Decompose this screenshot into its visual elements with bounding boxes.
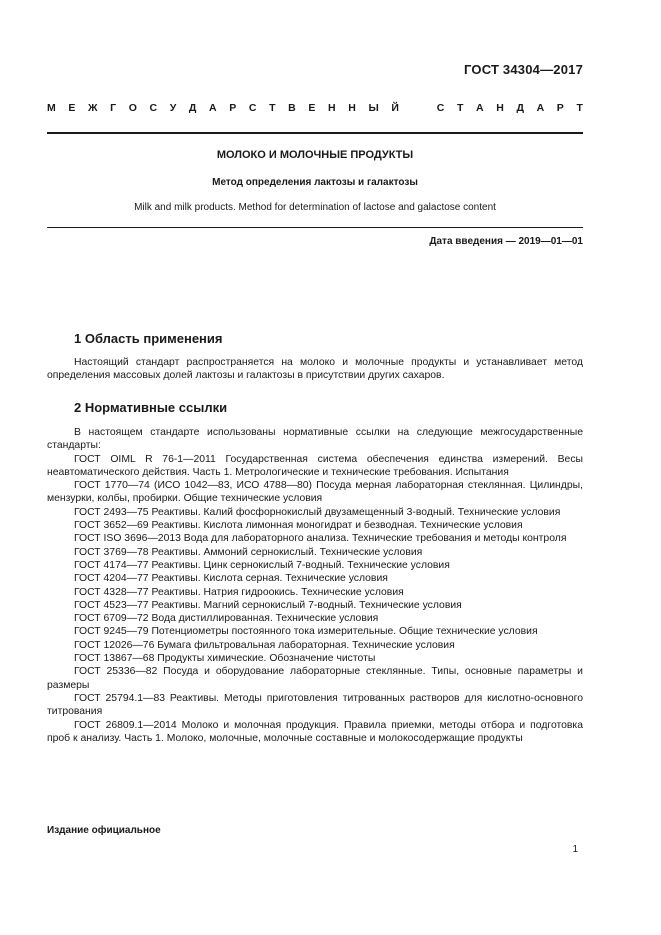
page-number: 1 <box>572 844 578 855</box>
heading-letter: Ж <box>88 102 98 114</box>
heading-letter: Р <box>556 102 564 114</box>
heading-letter: Д <box>516 102 524 114</box>
heading-letter: Т <box>456 102 464 114</box>
heading-letter: А <box>476 102 484 114</box>
title-divider <box>47 227 583 228</box>
heading-letter: Т <box>576 102 583 114</box>
reference-item: ГОСТ 4204—77 Реактивы. Кислота серная. Технические условия <box>74 573 388 585</box>
heading-letter: Н <box>348 102 356 114</box>
heading-letter: Н <box>328 102 336 114</box>
section-1-paragraph: Настоящий стандарт распространяется на молоко и молочные продукты и устанавливает метод определения массовых долей лактозы и галактозы в присутствии других сахаров. <box>47 357 583 382</box>
reference-item: ГОСТ 12026—76 Бумага фильтровальная лабораторная. Технические условия <box>74 639 455 651</box>
heading-letter: Е <box>308 102 316 114</box>
section-1-heading: 1 Область применения <box>74 331 223 346</box>
header-divider <box>47 132 583 134</box>
heading-letter: Т <box>269 102 276 114</box>
heading-letter: Р <box>229 102 237 114</box>
reference-item: ГОСТ 3652—69 Реактивы. Кислота лимонная моногидрат и безводная. Технические условия <box>74 520 523 532</box>
reference-item: ГОСТ 4523—77 Реактивы. Магний сернокислый 7-водный. Технические условия <box>74 599 462 611</box>
heading-letter: М <box>47 102 56 114</box>
heading-letter: Д <box>188 102 197 114</box>
official-edition-label: Издание официальное <box>47 825 161 836</box>
reference-item: ГОСТ ISO 3696—2013 Вода для лабораторного анализа. Технические требования и методы контроля <box>74 533 567 545</box>
document-title: МОЛОКО И МОЛОЧНЫЕ ПРОДУКТЫ <box>216 149 414 161</box>
references-intro: В настоящем стандарте использованы нормативные ссылки на следующие межгосударственные стандарты: <box>47 427 583 452</box>
section-1-body <box>47 356 583 383</box>
heading-letter: Ы <box>368 102 379 114</box>
reference-item: ГОСТ 2493—75 Реактивы. Калий фосфорнокислый двузамещенный 3-водный. Технические условия <box>74 506 561 518</box>
english-title: Milk and milk products. Method for determination of lactose and galactose content <box>134 202 496 213</box>
section-2-heading: 2 Нормативные ссылки <box>74 400 228 415</box>
interstate-standard-heading <box>47 102 583 114</box>
reference-item: ГОСТ OIML R 76-1—2011 Государственная система обеспечения единства измерений. Весы неавтоматического действия. Часть 1. Метрологические и технические требования. Испытания <box>47 453 583 478</box>
reference-item: ГОСТ 4174—77 Реактивы. Цинк сернокислый 7-водный. Технические условия <box>74 559 450 571</box>
heading-letter: С <box>436 102 445 114</box>
reference-item: ГОСТ 6709—72 Вода дистиллированная. Технические условия <box>74 613 379 625</box>
heading-letter: Й <box>391 102 399 114</box>
heading-letter: С <box>149 102 158 114</box>
heading-letter: Г <box>110 102 117 114</box>
heading-letter: О <box>128 102 137 114</box>
heading-letter: У <box>169 102 177 114</box>
document-subtitle: Метод определения лактозы и галактозы <box>212 177 418 188</box>
reference-item: ГОСТ 9245—79 Потенциометры постоянного тока измерительные. Общие технические условия <box>74 626 538 638</box>
heading-letter: В <box>288 102 296 114</box>
standard-number: ГОСТ 34304—2017 <box>464 62 583 77</box>
heading-letter: С <box>248 102 257 114</box>
heading-letter: А <box>536 102 545 114</box>
section-2-body <box>47 426 583 745</box>
reference-item: ГОСТ 25794.1—83 Реактивы. Методы приготовления титрованных растворов для кислотно-основного титрования <box>47 692 583 718</box>
reference-item: ГОСТ 3769—78 Реактивы. Аммоний сернокислый. Технические условия <box>74 546 423 558</box>
heading-letter: Н <box>496 102 504 114</box>
reference-item: ГОСТ 13867—68 Продукты химические. Обозначение чистоты <box>74 653 376 665</box>
reference-item: ГОСТ 26809.1—2014 Молоко и молочная продукция. Правила приемки, методы отбора и подготовка проб к анализу. Часть 1. Молоко, молочные, молочные составные и молокосодержащие продукты <box>47 719 583 744</box>
reference-item: ГОСТ 1770—74 (ИСО 1042—83, ИСО 4788—80) Посуда мерная лабораторная стеклянная. Цилиндры, мензурки, колбы, пробирки. Общие технические условия <box>47 480 583 505</box>
reference-item: ГОСТ 25336—82 Посуда и оборудование лабораторные стеклянные. Типы, основные параметры и размеры <box>47 666 583 691</box>
heading-letter: Е <box>68 102 76 114</box>
reference-item: ГОСТ 4328—77 Реактивы. Натрия гидроокись. Технические условия <box>74 586 404 598</box>
heading-letter: А <box>209 102 217 114</box>
introduction-date: Дата введения — 2019—01—01 <box>429 236 583 247</box>
